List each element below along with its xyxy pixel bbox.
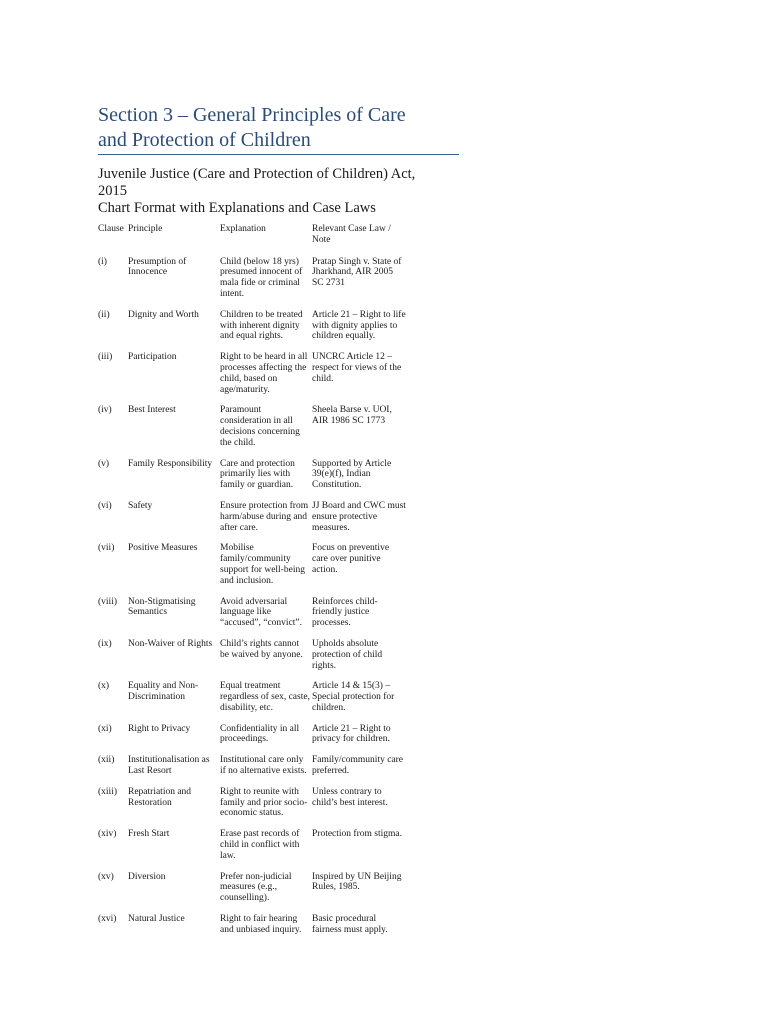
clause-cell: (iv) [98,405,112,416]
case-law-cell: Article 21 – Right to privacy for children. [312,723,391,745]
principle-cell: Safety [128,500,153,511]
case-law-cell: Inspired by UN Beijing Rules, 1985. [312,871,402,893]
clause-cell: (xvi) [98,914,117,925]
clause-cell: (xii) [98,755,115,766]
principle-cell: Natural Justice [128,914,185,925]
case-law-cell: Pratap Singh v. State of Jharkhand, AIR 2005 SC 2731 [312,256,402,289]
case-law-cell: Focus on preventive care over punitive action. [312,543,390,575]
principle-cell: Positive Measures [128,543,198,554]
clause-cell: (ii) [98,309,110,320]
column-header-clause: Clause [98,224,124,234]
table-header [98,224,408,257]
table-body [98,257,408,946]
principle-cell: Institutionalisation as Last Resort [128,755,210,777]
principle-cell: Diversion [128,871,166,882]
principle-cell: Equality and Non-Discrimination [128,681,199,703]
table-row [98,872,408,914]
explanation-cell: Child (below 18 yrs) presumed innocent of mala fide or criminal intent. [220,256,303,299]
principle-cell: Non-Waiver of Rights [128,638,213,649]
header-row [98,224,408,257]
table-row [98,543,408,596]
explanation-cell: Right to fair hearing and unbiased inquiry. [220,914,302,935]
column-header-case-law: Relevant Case Law / Note [312,224,391,245]
clause-cell: (viii) [98,596,117,607]
case-law-cell: UNCRC Article 12 – respect for views of the child. [312,352,402,384]
explanation-cell: Equal treatment regardless of sex, caste, disability, etc. [220,681,310,713]
table-row [98,755,408,787]
table-row [98,914,408,946]
principle-cell: Dignity and Worth [128,309,199,320]
heading-divider [98,154,459,155]
case-law-cell: Article 21 – Right to life with dignity applies to children equally. [312,309,406,342]
explanation-cell: Paramount consideration in all decisions concerning the child. [220,405,300,448]
clause-cell: (x) [98,681,110,692]
chart-format-title: Chart Format with Explanations and Case Laws [98,200,376,216]
table-row [98,352,408,405]
explanation-cell: Children to be treated with inherent dignity and equal rights. [220,309,303,342]
section-heading-line-2: and Protection of Children [98,129,311,151]
act-title-line-2: 2015 [98,183,127,199]
explanation-cell: Right to reunite with family and prior socio-economic status. [220,786,308,819]
explanation-cell: Avoid adversarial language like “accused”, “convict”. [220,596,303,629]
principle-cell: Best Interest [128,405,176,416]
table-row [98,597,408,639]
case-law-cell: Reinforces child-friendly justice processes. [312,596,378,629]
case-law-cell: Unless contrary to child’s best interest. [312,786,388,808]
clause-cell: (xv) [98,871,114,882]
principle-cell: Repatriation and Restoration [128,786,192,808]
act-title-line-1: Juvenile Justice (Care and Protection of Children) Act, [98,166,416,182]
case-law-cell: Upholds absolute protection of child rights. [312,638,383,671]
table-row [98,405,408,458]
case-law-cell: Protection from stigma. [312,829,402,840]
principles-table [98,224,408,946]
clause-cell: (vi) [98,500,112,511]
section-heading-line-1: Section 3 – General Principles of Care [98,104,406,126]
case-law-cell: Sheela Barse v. UOI, AIR 1986 SC 1773 [312,405,392,427]
table-row [98,310,408,352]
principle-cell: Family Responsibility [128,458,213,469]
principle-cell: Participation [128,352,177,363]
explanation-cell: Mobilise family/community support for well-being and inclusion. [220,543,305,586]
principle-cell: Fresh Start [128,829,170,840]
explanation-cell: Right to be heard in all processes affecting the child, based on age/maturity. [220,352,308,395]
case-law-cell: Article 14 & 15(3) – Special protection for children. [312,681,395,713]
clause-cell: (xiv) [98,829,117,840]
case-law-cell: Supported by Article 39(e)(f), Indian Constitution. [312,458,392,491]
table-row [98,257,408,310]
act-title [98,166,458,200]
explanation-cell: Prefer non-judicial measures (e.g., counselling). [220,871,292,904]
table-row [98,681,408,723]
explanation-cell: Care and protection primarily lies with family or guardian. [220,458,295,491]
explanation-cell: Confidentiality in all proceedings. [220,723,300,745]
explanation-cell: Child’s rights cannot be waived by anyone. [220,638,303,660]
column-header-explanation: Explanation [220,224,266,234]
table-row [98,829,408,871]
table-row [98,724,408,756]
case-law-cell: Family/community care preferred. [312,755,404,777]
clause-cell: (ix) [98,638,112,649]
explanation-cell: Institutional care only if no alternative exists. [220,755,307,777]
case-law-cell: Basic procedural fairness must apply. [312,914,388,935]
column-header-principle: Principle [128,224,163,234]
clause-cell: (v) [98,458,110,469]
explanation-cell: Erase past records of child in conflict with law. [220,829,300,861]
table-row [98,501,408,543]
principle-cell: Presumption of Innocence [128,256,187,278]
clause-cell: (i) [98,256,107,267]
table-row [98,459,408,501]
case-law-cell: JJ Board and CWC must ensure protective measures. [312,500,406,533]
clause-cell: (vii) [98,543,115,554]
section-heading [98,103,458,153]
table-row [98,639,408,681]
clause-cell: (iii) [98,352,113,363]
principle-cell: Non-Stigmatising Semantics [128,596,196,618]
clause-cell: (xi) [98,723,112,734]
clause-cell: (xiii) [98,786,117,797]
explanation-cell: Ensure protection from harm/abuse during and after care. [220,500,309,533]
principle-cell: Right to Privacy [128,723,191,734]
table-row [98,787,408,829]
